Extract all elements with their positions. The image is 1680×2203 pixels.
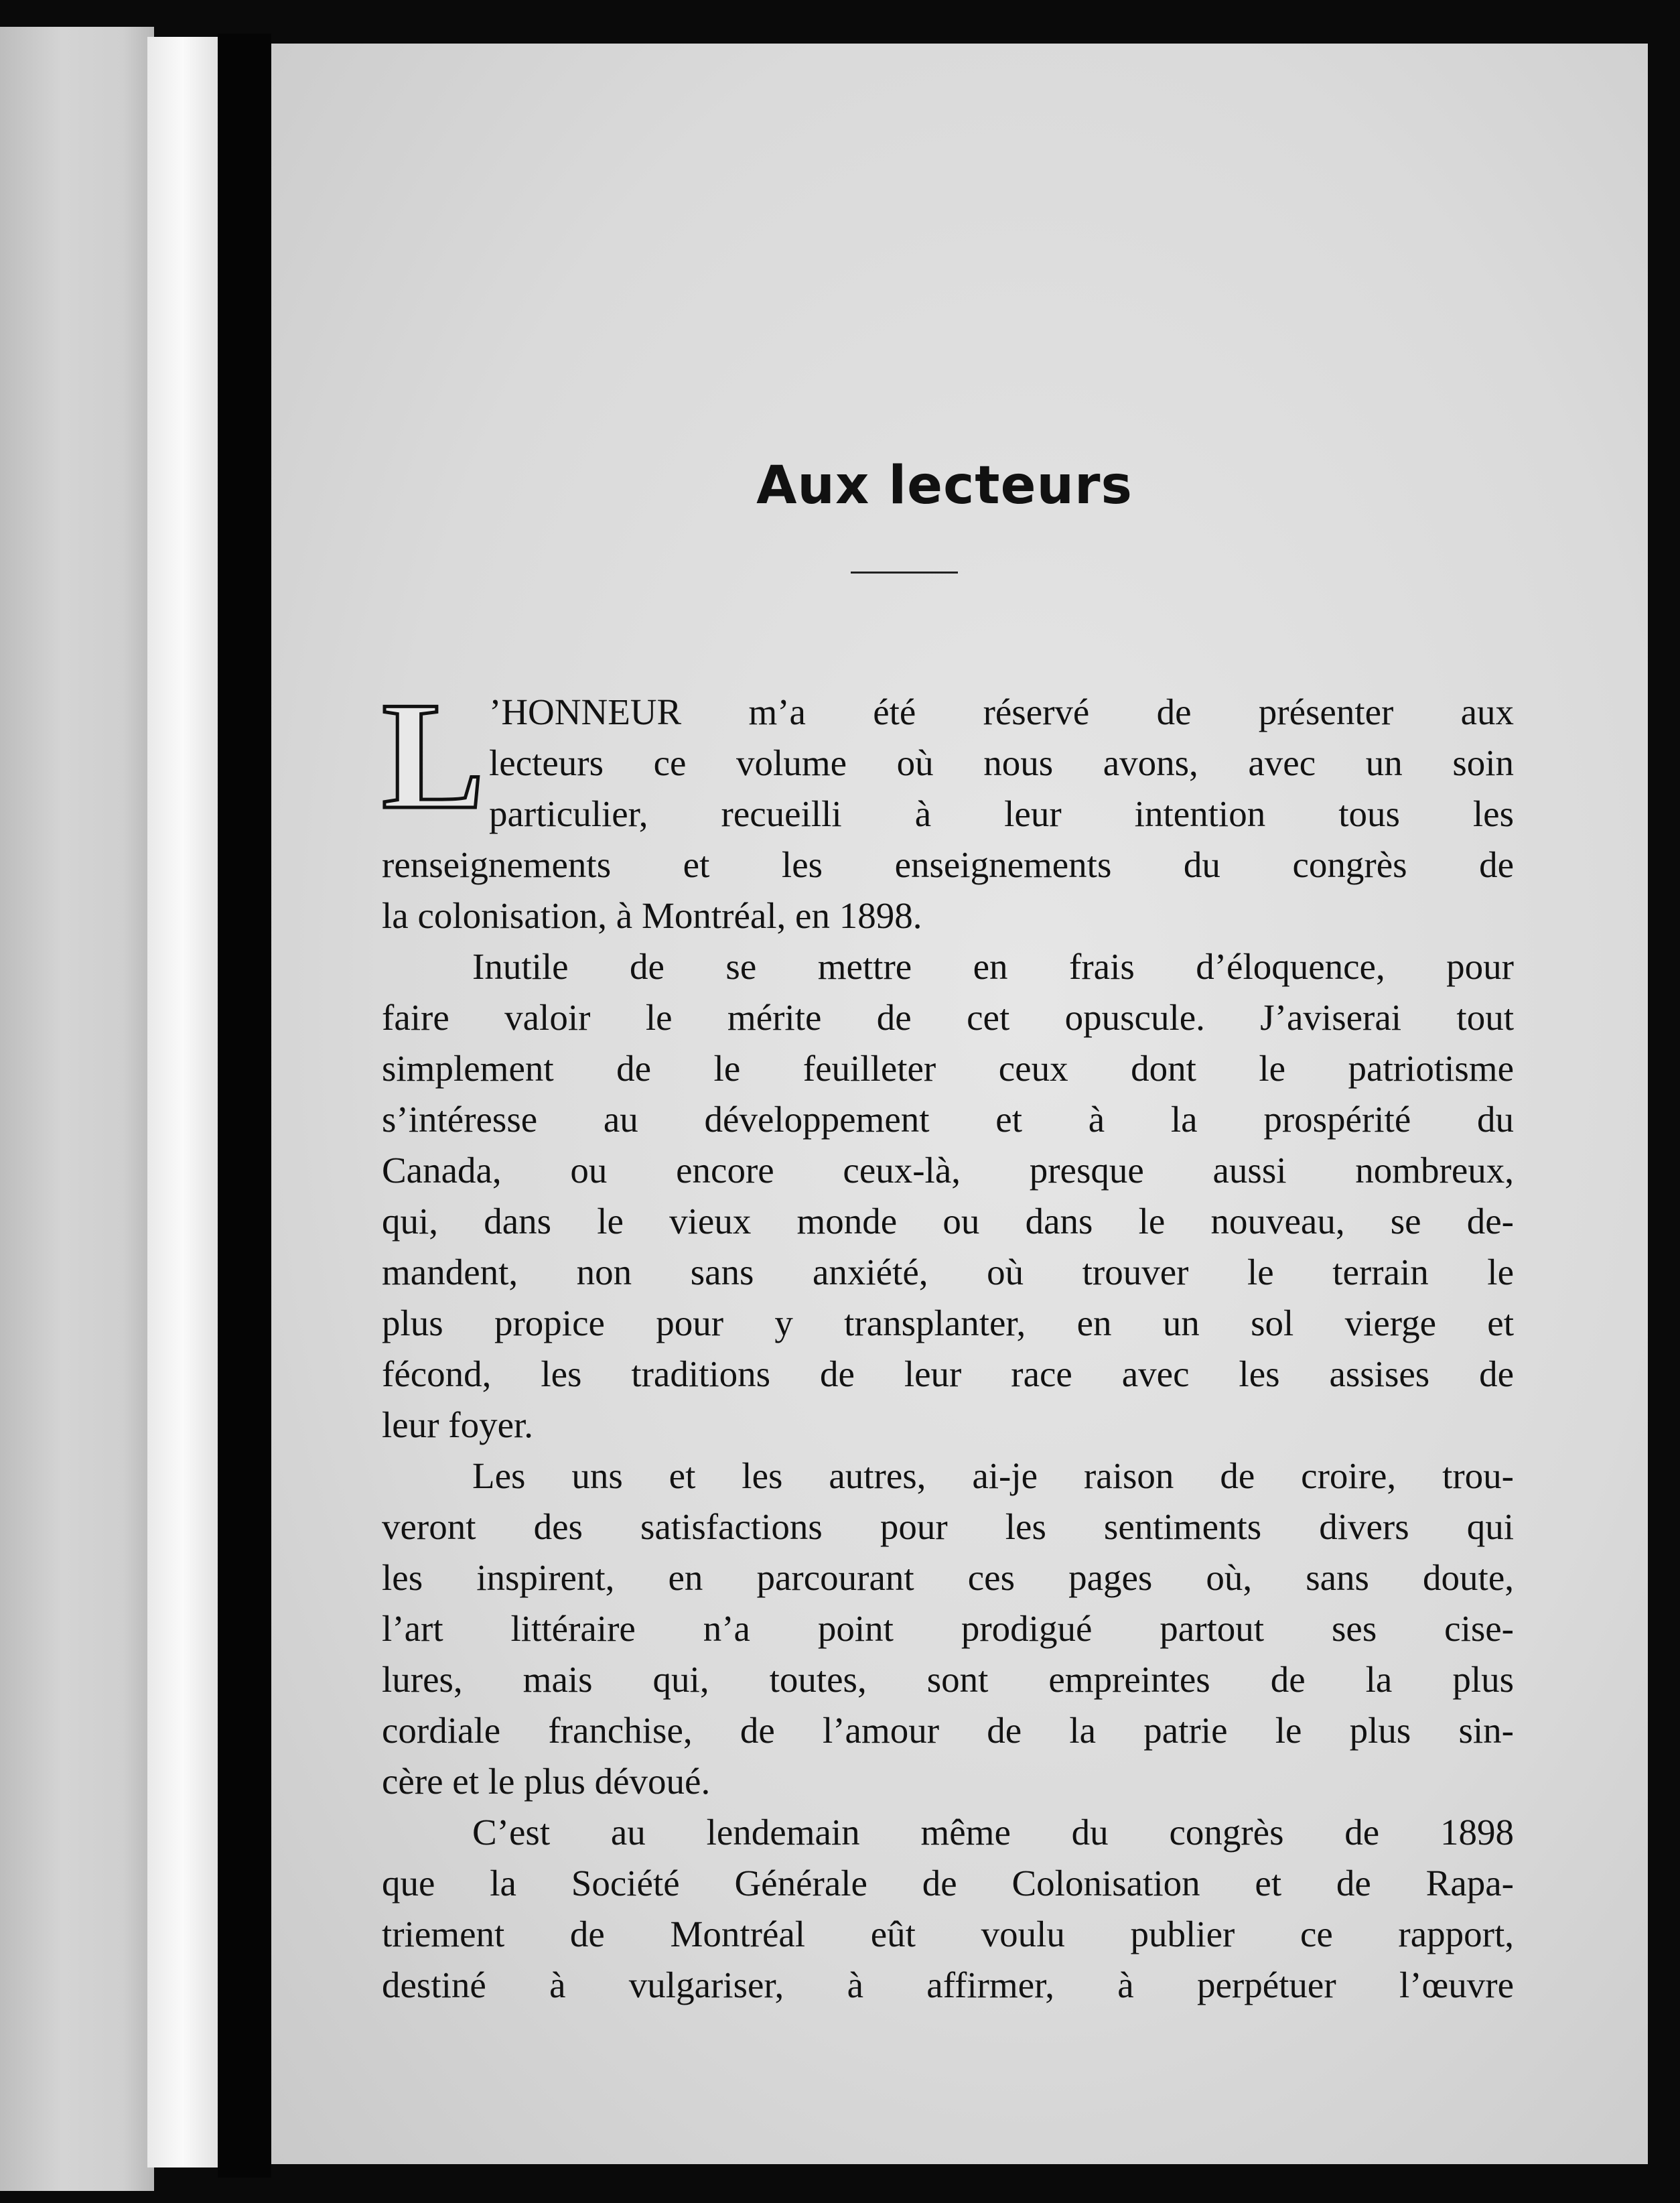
text-line: C’est au lendemain même du congrès de 1898 <box>472 1812 1514 1853</box>
text-line: lures, mais qui, toutes, sont empreintes de la plus <box>382 1659 1514 1700</box>
text-line: cère et le plus dévoué. <box>382 1761 711 1802</box>
text-line: les inspirent, en parcourant ces pages où, sans doute, <box>382 1557 1514 1598</box>
text-line: qui, dans le vieux monde ou dans le nouveau, se de- <box>382 1201 1514 1242</box>
text-line: Les uns et les autres, ai-je raison de croire, trou- <box>472 1455 1514 1496</box>
previous-page-edge <box>0 27 154 2191</box>
binding-shadow <box>218 34 271 2178</box>
text-line: lecteurs ce volume où nous avons, avec un soin <box>489 742 1514 783</box>
binding-gutter <box>147 37 218 2167</box>
text-line: Canada, ou encore ceux-là, presque aussi nombreux, <box>382 1150 1514 1191</box>
text-line: simplement de le feuilleter ceux dont le patriotisme <box>382 1048 1514 1089</box>
book-page <box>271 44 1648 2164</box>
text-line: Inutile de se mettre en frais d’éloquence, pour <box>472 946 1514 987</box>
text-line: leur foyer. <box>382 1404 534 1445</box>
text-line: triement de Montréal eût voulu publier ce rapport, <box>382 1914 1514 1954</box>
text-line: veront des satisfactions pour les sentiments divers qui <box>382 1506 1514 1547</box>
text-line: plus propice pour y transplanter, en un sol vierge et <box>382 1303 1514 1343</box>
text-line: que la Société Générale de Colonisation et de Rapa- <box>382 1863 1514 1904</box>
title-divider <box>851 572 958 574</box>
text-line: s’intéresse au développement et à la prospérité du <box>382 1099 1514 1140</box>
text-line: renseignements et les enseignements du congrès de <box>382 844 1514 885</box>
text-line: destiné à vulgariser, à affirmer, à perpétuer l’œuvre <box>382 1964 1514 2005</box>
text-line: mandent, non sans anxiété, où trouver le terrain le <box>382 1252 1514 1292</box>
text-line: fécond, les traditions de leur race avec les assises de <box>382 1353 1514 1394</box>
drop-cap-letter: L <box>382 670 485 841</box>
page-title: Aux lecteurs <box>756 456 1133 516</box>
text-line: l’art littéraire n’a point prodigué partout ses cise- <box>382 1608 1514 1649</box>
text-line: cordiale franchise, de l’amour de la patrie le plus sin- <box>382 1710 1514 1751</box>
text-line: particulier, recueilli à leur intention tous les <box>489 793 1514 834</box>
text-line: ’HONNEUR m’a été réservé de présenter aux <box>489 691 1514 732</box>
body-text <box>382 670 1514 2011</box>
text-line: faire valoir le mérite de cet opuscule. J’aviserai tout <box>382 997 1514 1038</box>
text-line: la colonisation, à Montréal, en 1898. <box>382 895 922 936</box>
